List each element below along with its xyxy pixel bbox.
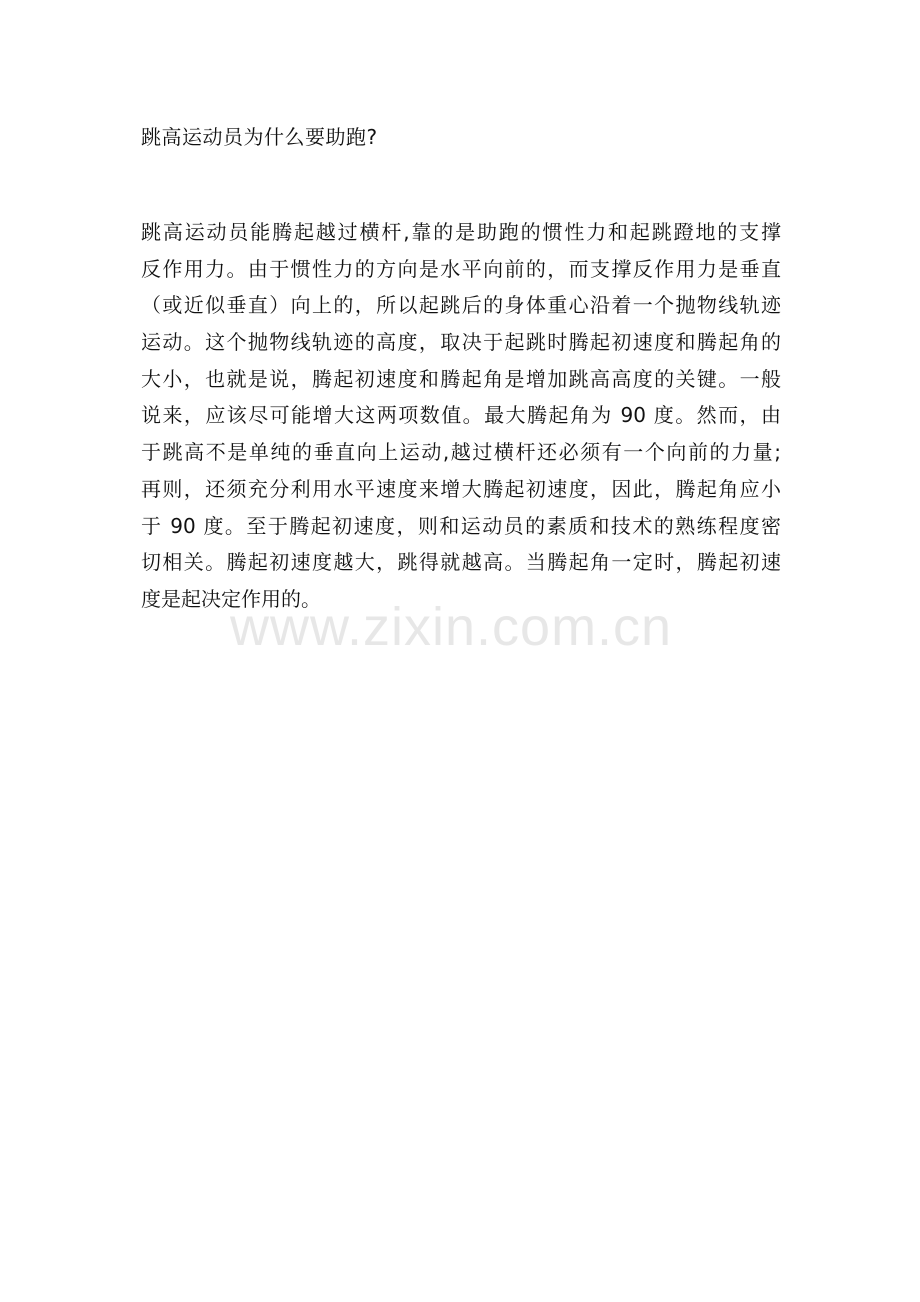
answer-line: 切相关。腾起初速度越大，跳得就越高。当腾起角一定时，腾起初速	[141, 550, 781, 575]
answer-line: 反作用力。由于惯性力的方向是水平向前的，而支撑反作用力是垂直	[141, 256, 781, 281]
answer-line: 运动。这个抛物线轨迹的高度，取决于起跳时腾起初速度和腾起角的	[141, 330, 781, 355]
answer-line: 度是起决定作用的。	[141, 586, 321, 611]
answer-line: 于跳高不是单纯的垂直向上运动,越过横杆还必须有一个向前的力量;	[141, 440, 781, 465]
watermark: www.zixin.com.cn	[230, 597, 673, 657]
answer-line: 大小，也就是说，腾起初速度和腾起角是增加跳高高度的关键。一般	[141, 366, 781, 391]
answer-line: 跳高运动员能腾起越过横杆,靠的是助跑的惯性力和起跳蹬地的支撑	[141, 220, 781, 244]
answer-paragraph	[141, 214, 781, 618]
answer-line: 说来，应该尽可能增大这两项数值。最大腾起角为 90 度。然而，由	[141, 403, 781, 428]
answer-line: 再则，还须充分利用水平速度来增大腾起初速度，因此，腾起角应小	[141, 476, 781, 501]
question-heading: 跳高运动员为什么要助跑?	[141, 125, 378, 149]
answer-line: （或近似垂直）向上的，所以起跳后的身体重心沿着一个抛物线轨迹	[141, 293, 781, 318]
answer-line: 于 90 度。至于腾起初速度，则和运动员的素质和技术的熟练程度密	[141, 513, 781, 538]
